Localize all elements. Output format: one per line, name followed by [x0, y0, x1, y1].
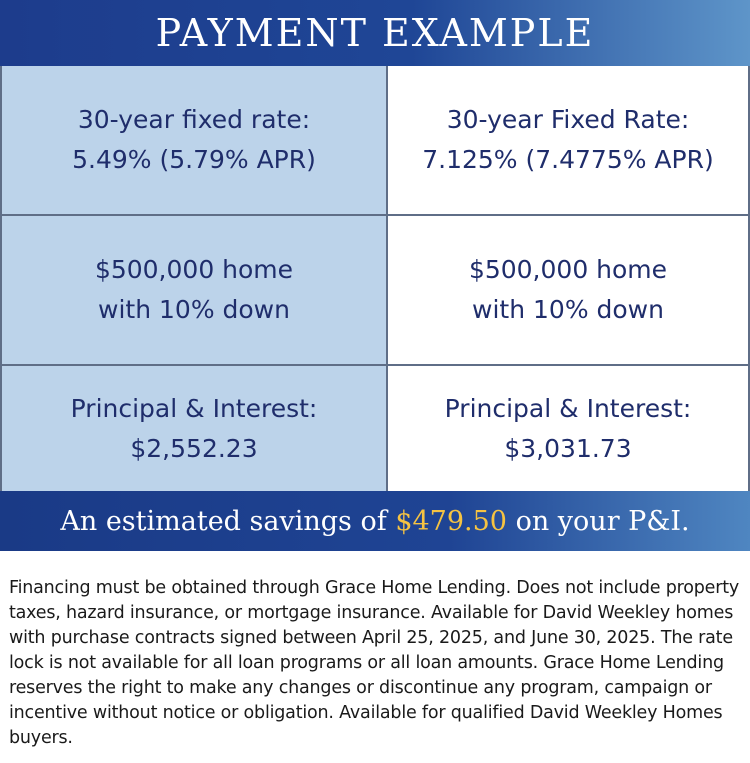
- left-down-payment: with 10% down: [98, 295, 290, 324]
- left-home-cell: [0, 216, 388, 366]
- right-payment-label: Principal & Interest:: [444, 393, 692, 423]
- right-home-cell: [388, 216, 750, 366]
- left-rate-cell: [0, 66, 388, 216]
- right-rate-label: 30-year Fixed Rate:: [446, 105, 690, 134]
- right-home-price: $500,000 home: [468, 255, 668, 284]
- left-payment-cell: [0, 366, 388, 491]
- left-rate-value: 5.49% (5.79% APR): [72, 145, 316, 174]
- right-payment-cell: [388, 366, 750, 491]
- savings-prefix: An estimated savings of: [60, 505, 396, 537]
- right-rate-cell: [388, 66, 750, 216]
- savings-suffix: on your P&I.: [506, 505, 690, 537]
- left-payment-label: Principal & Interest:: [70, 393, 318, 423]
- header-banner: [0, 0, 750, 66]
- left-home-price: $500,000 home: [94, 255, 294, 284]
- right-down-payment: with 10% down: [472, 295, 664, 324]
- right-rate-value: 7.125% (7.4775% APR): [422, 145, 714, 174]
- disclaimer-text: Financing must be obtained through Grace Home Lending. Does not include property taxes, hazard insurance, or mortgage insurance. Available for David Weekley homes with purchase contracts signed between April 25, 2025, and June 30, 2025. The rate lock is not available for all loan programs or all loan amounts. Grace Home Lending reserves the right to make any changes or discontinue any program, campaign or incentive without notice or obligation. Available for qualified David Weekley Homes buyers.: [9, 578, 740, 748]
- savings-banner: [0, 491, 750, 551]
- left-payment-value: $2,552.23: [130, 433, 258, 463]
- page-title: PAYMENT EXAMPLE: [155, 11, 595, 55]
- payment-comparison-table: [0, 66, 750, 491]
- left-rate-label: 30-year fixed rate:: [77, 105, 311, 134]
- savings-amount: $479.50: [395, 505, 507, 537]
- right-payment-value: $3,031.73: [504, 433, 632, 463]
